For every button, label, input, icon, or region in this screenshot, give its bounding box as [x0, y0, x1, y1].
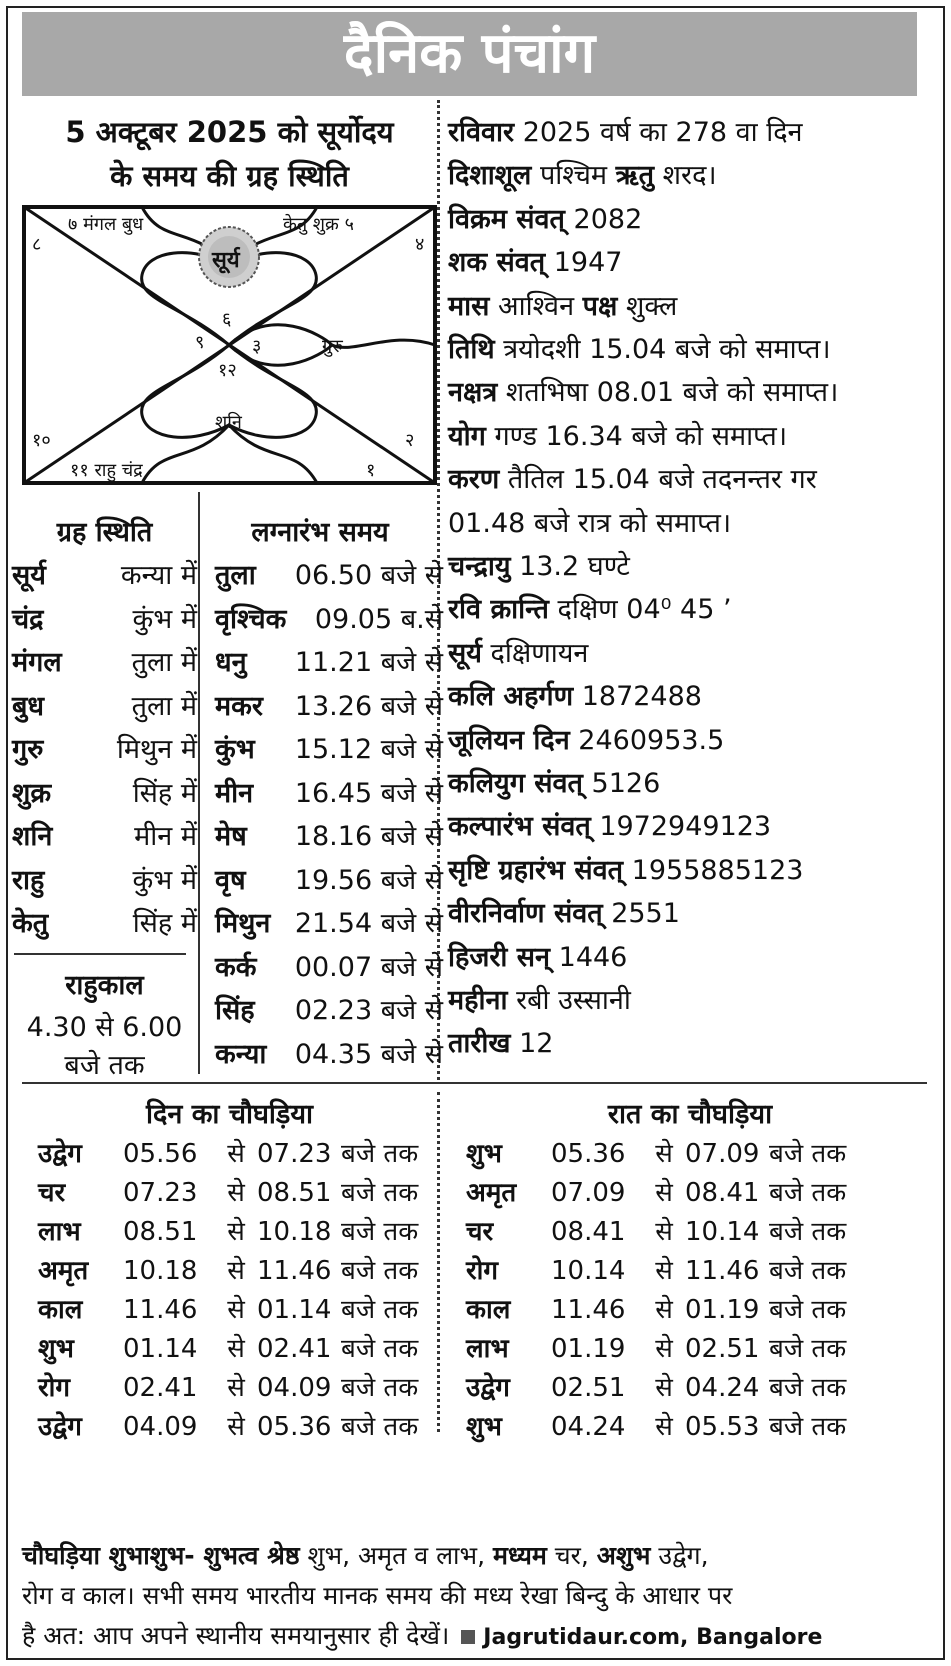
- info-value: गण्ड 16.34 बजे को समाप्त।: [494, 420, 788, 452]
- choghadiya-row: [38, 1212, 418, 1248]
- graha-planet: राहु: [12, 864, 45, 896]
- lagna-time: 15.12 बजे से: [294, 734, 443, 765]
- choghadiya-divider: [22, 1082, 927, 1084]
- info-key: नक्षत्र: [448, 377, 498, 409]
- footer-text3: उद्वेग,: [658, 1541, 709, 1570]
- choghadiya-start: 07.09: [551, 1178, 626, 1208]
- lagna-row: [215, 729, 443, 766]
- graha-planet: शनि: [12, 821, 53, 852]
- choghadiya-row: [466, 1407, 846, 1443]
- kundali-heading-line1: 5 अक्टूबर 2025 को सूर्योदय: [65, 115, 394, 149]
- info-key: कल्पारंभ संवत्: [448, 811, 591, 843]
- info-key: योग: [448, 420, 486, 452]
- choghadiya-end: 05.36: [257, 1412, 332, 1442]
- info-row: [448, 416, 787, 453]
- lagna-time: 00.07 बजे से: [294, 951, 443, 983]
- choghadiya-start: 01.14: [123, 1334, 198, 1364]
- graha-row: [12, 860, 197, 897]
- info-value: 1955885123: [631, 854, 804, 886]
- graha-rashi: तुला में: [131, 690, 197, 722]
- choghadiya-end: 02.51: [685, 1334, 760, 1364]
- graha-planet: केतु: [12, 908, 49, 939]
- lagna-time: 18.16 बजे से: [294, 821, 443, 852]
- choghadiya-se: से: [655, 1334, 673, 1364]
- choghadiya-name: शुभ: [466, 1412, 502, 1442]
- choghadiya-end: 10.18: [257, 1217, 332, 1247]
- choghadiya-row: [466, 1368, 846, 1404]
- info-row: [448, 199, 642, 236]
- choghadiya-name: शुभ: [466, 1139, 502, 1169]
- info-value: 2082: [573, 203, 643, 235]
- choghadiya-row: [38, 1173, 418, 1209]
- info-value: रबी उस्सानी: [516, 985, 631, 1016]
- info-key: विक्रम संवत्: [448, 203, 565, 235]
- info-key: करण: [448, 464, 500, 496]
- info-key: सूर्य: [448, 637, 482, 669]
- info-key: शक संवत्: [448, 247, 546, 279]
- graha-rashi: सिंह में: [132, 908, 197, 939]
- choghadiya-tak: बजे तक: [769, 1334, 847, 1364]
- choghadiya-tak: बजे तक: [341, 1178, 419, 1208]
- lagna-rashi: कर्क: [215, 951, 257, 983]
- lagna-row: [215, 1034, 443, 1071]
- house-3-label: ३: [252, 336, 262, 357]
- lagna-rashi: सिंह: [215, 995, 255, 1026]
- choghadiya-start: 01.19: [551, 1334, 626, 1364]
- graha-planet: चंद्र: [12, 603, 44, 635]
- choghadiya-row: [38, 1407, 418, 1443]
- info-key: तारीख: [448, 1028, 511, 1060]
- info-value: 2025 वर्ष का 278 वा दिन: [522, 117, 803, 148]
- lagna-time: 11.21 बजे से: [294, 647, 443, 678]
- choghadiya-tak: बजे तक: [769, 1178, 847, 1208]
- choghadiya-name: उद्वेग: [38, 1139, 82, 1169]
- choghadiya-tak: बजे तक: [341, 1217, 419, 1247]
- choghadiya-row: [466, 1290, 846, 1326]
- graha-row: [12, 729, 197, 766]
- graha-lagna-divider: [198, 492, 200, 1074]
- graha-planet: मंगल: [12, 647, 62, 678]
- choghadiya-name: काल: [466, 1295, 511, 1325]
- choghadiya-se: से: [227, 1334, 245, 1364]
- choghadiya-row: [466, 1251, 846, 1287]
- lagna-rashi: मेष: [215, 821, 247, 852]
- rahukaal-tak: बजे तक: [64, 1050, 145, 1081]
- graha-rashi: कुंभ में: [132, 603, 197, 635]
- info-key: रवि क्रान्ति: [448, 594, 549, 626]
- info-row: [448, 633, 588, 670]
- choghadiya-tak: बजे तक: [769, 1139, 847, 1169]
- choghadiya-start: 05.36: [551, 1139, 626, 1169]
- choghadiya-se: से: [227, 1295, 245, 1325]
- choghadiya-se: से: [655, 1256, 673, 1286]
- choghadiya-tak: बजे तक: [341, 1373, 419, 1403]
- lagna-time: 09.05 ब.से: [314, 603, 443, 635]
- info-row: [448, 720, 724, 757]
- info-value: 1872488: [581, 681, 702, 713]
- choghadiya-se: से: [655, 1217, 673, 1247]
- info-value: 12: [519, 1028, 554, 1060]
- lagna-rashi: कन्या: [215, 1038, 267, 1070]
- house-9-label: ९: [195, 332, 205, 353]
- choghadiya-end: 01.14: [257, 1295, 332, 1325]
- choghadiya-start: 07.23: [123, 1178, 198, 1208]
- footer-credit: Jagrutidaur.com, Bangalore: [483, 1625, 823, 1650]
- lagna-time: 04.35 बजे से: [294, 1038, 443, 1070]
- lagna-row: [215, 903, 443, 940]
- choghadiya-start: 11.46: [123, 1295, 198, 1325]
- graha-rashi: मिथुन में: [116, 734, 197, 765]
- lagna-rashi: मीन: [215, 777, 254, 809]
- info-value: 5126: [591, 768, 661, 799]
- house-12-label: १२: [218, 360, 237, 381]
- info-row: [448, 112, 803, 149]
- info-row: [448, 372, 838, 409]
- info-row: [448, 893, 680, 930]
- choghadiya-end: 08.51: [257, 1178, 332, 1208]
- choghadiya-se: से: [655, 1373, 673, 1403]
- choghadiya-tak: बजे तक: [769, 1256, 847, 1286]
- info-row: [448, 1023, 553, 1060]
- house-6-label: ६: [222, 309, 232, 330]
- choghadiya-row: [38, 1368, 418, 1404]
- lagna-time: 19.56 बजे से: [294, 864, 443, 896]
- lagna-rashi: वृष: [215, 864, 246, 896]
- house-2-label: २: [405, 430, 415, 451]
- choghadiya-end: 05.53: [685, 1412, 760, 1442]
- choghadiya-tak: बजे तक: [341, 1295, 419, 1325]
- info-row: [448, 329, 831, 366]
- info-key: जूलियन दिन: [448, 724, 570, 756]
- kundali-heading-line2: के समय की ग्रह स्थिति: [110, 159, 349, 193]
- choghadiya-end: 04.24: [685, 1373, 760, 1403]
- raat-choghadiya-heading: रात का चौघड़िया: [607, 1099, 773, 1130]
- lagna-row: [215, 990, 443, 1027]
- choghadiya-name: लाभ: [466, 1334, 509, 1364]
- lagna-row: [215, 555, 443, 592]
- choghadiya-se: से: [655, 1412, 673, 1442]
- lagna-row: [215, 773, 443, 810]
- lagna-rashi: कुंभ: [215, 734, 255, 765]
- info-value: शतभिषा 08.01 बजे को समाप्त।: [505, 377, 839, 409]
- house-8-label: ८: [32, 234, 42, 255]
- footer-key3: अशुभ: [596, 1541, 651, 1570]
- house-1-label: १: [366, 460, 376, 481]
- choghadiya-row: [38, 1251, 418, 1287]
- info-key: पक्ष: [582, 290, 618, 322]
- info-row: [448, 589, 732, 626]
- choghadiya-tak: बजे तक: [341, 1139, 419, 1169]
- lagna-heading: लग्नारंभ समय: [251, 517, 389, 548]
- choghadiya-se: से: [227, 1139, 245, 1169]
- choghadiya-start: 04.09: [123, 1412, 198, 1442]
- choghadiya-start: 10.14: [551, 1256, 626, 1286]
- info-value: 1446: [558, 941, 628, 973]
- choghadiya-name: शुभ: [38, 1334, 74, 1364]
- choghadiya-end: 11.46: [257, 1256, 332, 1286]
- rahukaal-time: 4.30 से 6.00: [26, 1012, 183, 1043]
- info-value: तैतिल 15.04 बजे तदनन्तर गर: [507, 464, 817, 496]
- info-key: वीरनिर्वाण संवत्: [448, 898, 603, 930]
- choghadiya-row: [38, 1290, 418, 1326]
- choghadiya-tak: बजे तक: [341, 1334, 419, 1364]
- info-value: आश्विन: [498, 290, 575, 322]
- choghadiya-name: चर: [466, 1217, 494, 1247]
- lagna-row: [215, 686, 443, 723]
- info-key: मास: [448, 290, 490, 322]
- choghadiya-start: 05.56: [123, 1139, 198, 1169]
- info-row: [448, 155, 717, 192]
- sun-label: सूर्य: [212, 248, 240, 273]
- choghadiya-end: 10.14: [685, 1217, 760, 1247]
- info-value: त्रयोदशी 15.04 बजे को समाप्त।: [503, 334, 831, 365]
- lagna-row: [215, 860, 443, 897]
- page-title: दैनिक पंचांग: [22, 12, 917, 96]
- graha-row: [12, 686, 197, 723]
- choghadiya-start: 10.18: [123, 1256, 198, 1286]
- choghadiya-name: उद्वेग: [466, 1373, 510, 1403]
- graha-row: [12, 599, 197, 636]
- choghadiya-se: से: [227, 1178, 245, 1208]
- choghadiya-row: [466, 1173, 846, 1209]
- lagna-rashi: तुला: [215, 560, 256, 591]
- house-5-label: केतु शुक्र ५: [283, 214, 354, 235]
- info-value: शरद।: [662, 160, 717, 192]
- info-row: [448, 459, 817, 496]
- graha-heading: ग्रह स्थिति: [56, 517, 153, 548]
- choghadiya-se: से: [227, 1373, 245, 1403]
- graha-rashi: कन्या में: [120, 560, 197, 591]
- info-key: सृष्टि ग्रहारंभ संवत्: [448, 854, 624, 886]
- lagna-row: [215, 816, 443, 853]
- lagna-row: [215, 947, 443, 984]
- footer-note: [22, 1536, 927, 1658]
- choghadiya-end: 02.41: [257, 1334, 332, 1364]
- choghadiya-row: [466, 1134, 846, 1170]
- choghadiya-row: [466, 1329, 846, 1365]
- info-key: कलियुग संवत्: [448, 768, 583, 799]
- lagna-time: 16.45 बजे से: [294, 777, 443, 809]
- lagna-row: [215, 642, 443, 679]
- choghadiya-name: रोग: [38, 1373, 71, 1403]
- info-row: [448, 242, 622, 279]
- choghadiya-row: [466, 1212, 846, 1248]
- lagna-rashi: धनु: [215, 647, 247, 678]
- footer-line2: रोग व काल। सभी समय भारतीय मानक समय की मध्य रेखा बिन्दु के आधार पर: [22, 1581, 733, 1610]
- choghadiya-se: से: [227, 1256, 245, 1286]
- lagna-rashi: मकर: [215, 690, 263, 722]
- choghadiya-se: से: [227, 1217, 245, 1247]
- choghadiya-end: 11.46: [685, 1256, 760, 1286]
- footer-key1: चौघड़िया शुभाशुभ- शुभत्व श्रेष्ठ: [22, 1541, 300, 1570]
- footer-text2: चर,: [554, 1541, 589, 1570]
- info-value: 1972949123: [599, 811, 772, 843]
- choghadiya-se: से: [655, 1295, 673, 1325]
- shani-label: शनि: [215, 412, 242, 433]
- info-key: महीना: [448, 985, 508, 1016]
- choghadiya-row: [38, 1329, 418, 1365]
- info-value: 01.48 बजे रात्र को समाप्त।: [448, 507, 732, 539]
- choghadiya-end: 08.41: [685, 1178, 760, 1208]
- choghadiya-tak: बजे तक: [341, 1256, 419, 1286]
- choghadiya-row: [38, 1134, 418, 1170]
- lagna-row: [215, 599, 443, 636]
- info-value: 1947: [553, 247, 623, 279]
- graha-rashi: कुंभ में: [132, 864, 197, 896]
- lagna-time: 21.54 बजे से: [294, 908, 443, 939]
- info-row: [448, 806, 771, 843]
- graha-planet: सूर्य: [12, 560, 46, 591]
- info-row: [448, 676, 702, 713]
- info-row: [448, 850, 803, 887]
- lagna-rashi: मिथुन: [215, 908, 271, 939]
- choghadiya-end: 04.09: [257, 1373, 332, 1403]
- info-key: कलि अहर्गण: [448, 681, 574, 713]
- choghadiya-end: 07.09: [685, 1139, 760, 1169]
- house-11-label: ११ राहु चंद्र: [70, 460, 143, 481]
- choghadiya-name: रोग: [466, 1256, 499, 1286]
- graha-row: [12, 555, 197, 592]
- graha-planet: बुध: [12, 690, 45, 722]
- choghadiya-start: 08.41: [551, 1217, 626, 1247]
- info-row: [448, 503, 731, 540]
- rahukaal-heading: राहुकाल: [65, 970, 144, 1001]
- house-10-label: १०: [32, 430, 51, 451]
- footer-key2: मध्यम: [493, 1541, 547, 1570]
- din-choghadiya-heading: दिन का चौघड़िया: [145, 1099, 314, 1130]
- info-value: दक्षिणायन: [490, 637, 589, 669]
- choghadiya-se: से: [655, 1139, 673, 1169]
- choghadiya-end: 07.23: [257, 1139, 332, 1169]
- info-key: तिथि: [448, 334, 495, 365]
- info-row: [448, 286, 677, 323]
- house-7-label: ७ मंगल बुध: [68, 214, 144, 235]
- footer-line3: है अत: आप अपने स्थानीय समयानुसार ही देखें।: [22, 1621, 450, 1650]
- lagna-time: 06.50 बजे से: [294, 560, 443, 591]
- info-row: [448, 546, 630, 583]
- choghadiya-tak: बजे तक: [341, 1412, 419, 1442]
- choghadiya-start: 08.51: [123, 1217, 198, 1247]
- choghadiya-start: 11.46: [551, 1295, 626, 1325]
- choghadiya-name: चर: [38, 1178, 66, 1208]
- info-row: [448, 980, 631, 1017]
- graha-planet: शुक्र: [12, 777, 52, 809]
- choghadiya-end: 01.19: [685, 1295, 760, 1325]
- info-value: शुक्ल: [625, 290, 678, 322]
- choghadiya-start: 02.51: [551, 1373, 626, 1403]
- info-value: 2551: [611, 898, 680, 930]
- graha-rashi: मीन में: [134, 821, 197, 852]
- info-key: ऋतु: [615, 160, 655, 192]
- graha-planet: गुरु: [12, 734, 44, 765]
- info-value: 2460953.5: [578, 724, 725, 756]
- info-row: [448, 763, 660, 800]
- lagna-time: 13.26 बजे से: [294, 690, 443, 722]
- graha-row: [12, 773, 197, 810]
- info-key: दिशाशूल: [448, 160, 532, 192]
- choghadiya-start: 02.41: [123, 1373, 198, 1403]
- graha-row: [12, 903, 197, 940]
- info-value: 13.2 घण्टे: [519, 551, 630, 582]
- choghadiya-se: से: [227, 1412, 245, 1442]
- choghadiya-tak: बजे तक: [769, 1373, 847, 1403]
- choghadiya-name: अमृत: [38, 1256, 89, 1286]
- choghadiya-start: 04.24: [551, 1412, 626, 1442]
- graha-rashi: सिंह में: [132, 777, 197, 809]
- choghadiya-tak: बजे तक: [769, 1412, 847, 1442]
- info-key: हिजरी सन्: [448, 941, 551, 973]
- info-value: पश्चिम: [539, 160, 608, 192]
- square-bullet-icon: [461, 1630, 475, 1644]
- choghadiya-se: से: [655, 1178, 673, 1208]
- choghadiya-name: उद्वेग: [38, 1412, 82, 1442]
- choghadiya-name: अमृत: [466, 1178, 517, 1208]
- info-row: [448, 937, 627, 974]
- choghadiya-name: लाभ: [38, 1217, 81, 1247]
- graha-divider: [14, 953, 186, 955]
- choghadiya-name: काल: [38, 1295, 83, 1325]
- graha-rashi: तुला में: [131, 647, 197, 678]
- guru-label: गुरु: [322, 336, 343, 357]
- lagna-rashi: वृश्चिक: [215, 603, 287, 635]
- choghadiya-tak: बजे तक: [769, 1295, 847, 1325]
- footer-text1: शुभ, अमृत व लाभ,: [307, 1541, 486, 1570]
- graha-row: [12, 816, 197, 853]
- lagna-time: 02.23 बजे से: [294, 995, 443, 1026]
- house-4-label: ४: [415, 234, 425, 255]
- choghadiya-tak: बजे तक: [769, 1217, 847, 1247]
- info-key: रविवार: [448, 117, 515, 148]
- graha-row: [12, 642, 197, 679]
- choghadiya-column-divider: [437, 1092, 440, 1432]
- info-value: दक्षिण 04⁰ 45 ’: [557, 594, 732, 626]
- info-key: चन्द्रायु: [448, 551, 511, 582]
